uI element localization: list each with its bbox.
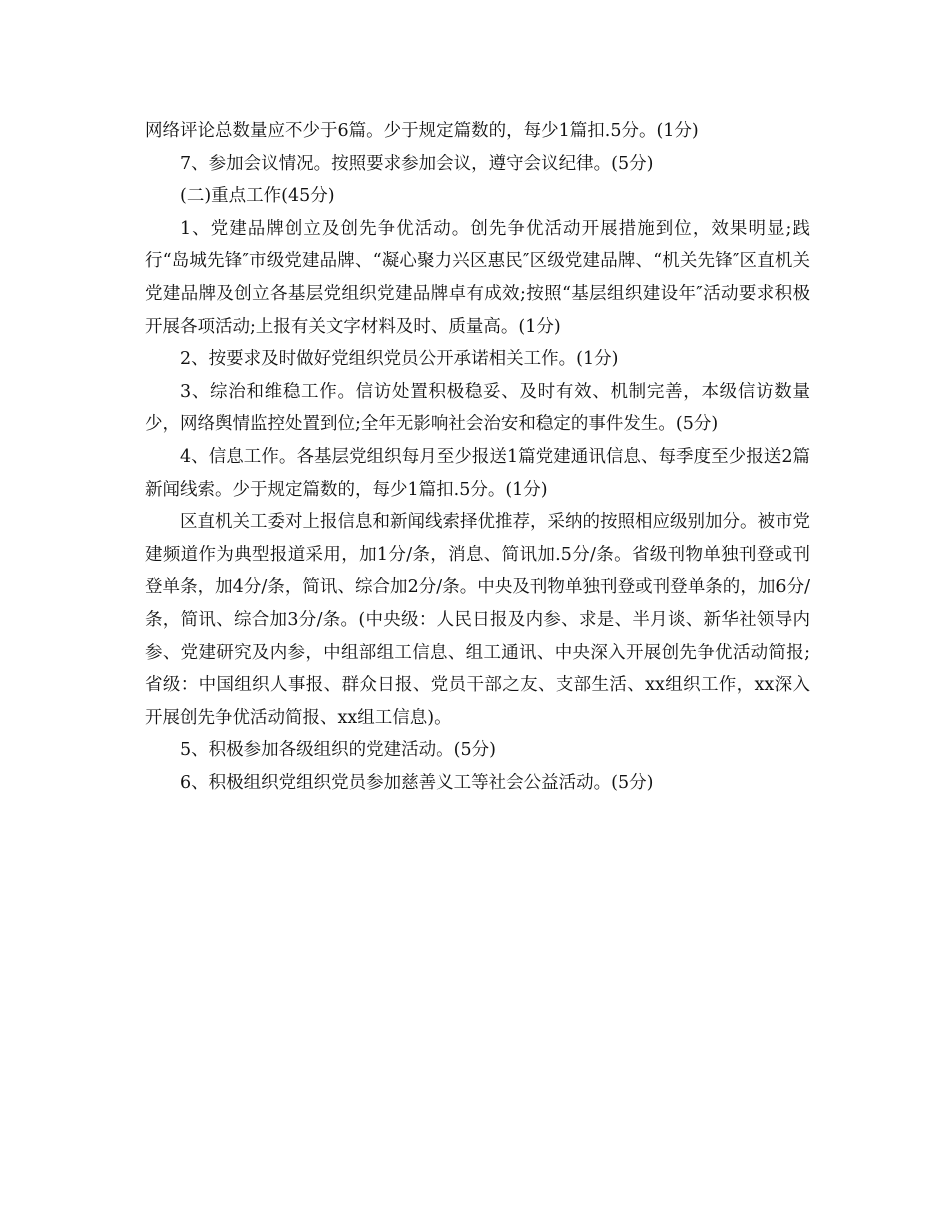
paragraph-item-5-activities: 5、积极参加各级组织的党建活动。(5分) (180, 740, 496, 761)
paragraph-item-2-public-commitment: 2、按要求及时做好党组织党员公开承诺相关工作。(1分) (180, 349, 619, 370)
paragraph-item-1-party-brand: 1、党建品牌创立及创先争优活动。创先争优活动开展措施到位，效果明显;践行“岛城先锋″市级党建品牌、“凝心聚力兴区惠民″区级党建品牌、“机关先锋″区直机关党建品牌及创立各基层党组织党建品牌卓有成效;按照“基层组织建设年″活动要求积极开展各项活动;上报有关文字材料及时、质量高。(1分) (145, 218, 810, 337)
paragraph-item-4-information: 4、信息工作。各基层党组织每月至少报送1篇党建通讯信息、每季度至少报送2篇新闻线索。少于规定篇数的，每少1篇扣.5分。(1分) (145, 446, 810, 500)
paragraph-online-comments: 网络评论总数量应不少于6篇。少于规定篇数的，每少1篇扣.5分。(1分) (145, 121, 699, 141)
paragraph-item-6-charity: 6、积极组织党组织党员参加慈善义工等社会公益活动。(5分) (180, 772, 654, 793)
document-body (145, 115, 810, 799)
paragraph-item-7-meetings: 7、参加会议情况。按照要求参加会议，遵守会议纪律。(5分) (180, 153, 654, 174)
section-heading-key-work: (二)重点工作(45分) (180, 186, 335, 207)
paragraph-item-3-stability: 3、综治和维稳工作。信访处置积极稳妥、及时有效、机制完善，本级信访数量少，网络舆情监控处置到位;全年无影响社会治安和稳定的事件发生。(5分) (145, 381, 810, 435)
paragraph-bonus-points: 区直机关工委对上报信息和新闻线索择优推荐，采纳的按照相应级别加分。被市党建频道作为典型报道采用，加1分/条，消息、简讯加.5分/条。省级刊物单独刊登或刊登单条，加4分/条，简讯、综合加2分/条。中央及刊物单独刊登或刊登单条的，加6分/条，简讯、综合加3分/条。(中央级：人民日报及内参、求是、半月谈、新华社领导内参、党建研究及内参，中组部组工信息、组工通讯、中央深入开展创先争优活动简报;省级：中国组织人事报、群众日报、党员干部之友、支部生活、xx组织工作，xx深入开展创先争优活动简报、xx组工信息)。 (145, 512, 810, 728)
